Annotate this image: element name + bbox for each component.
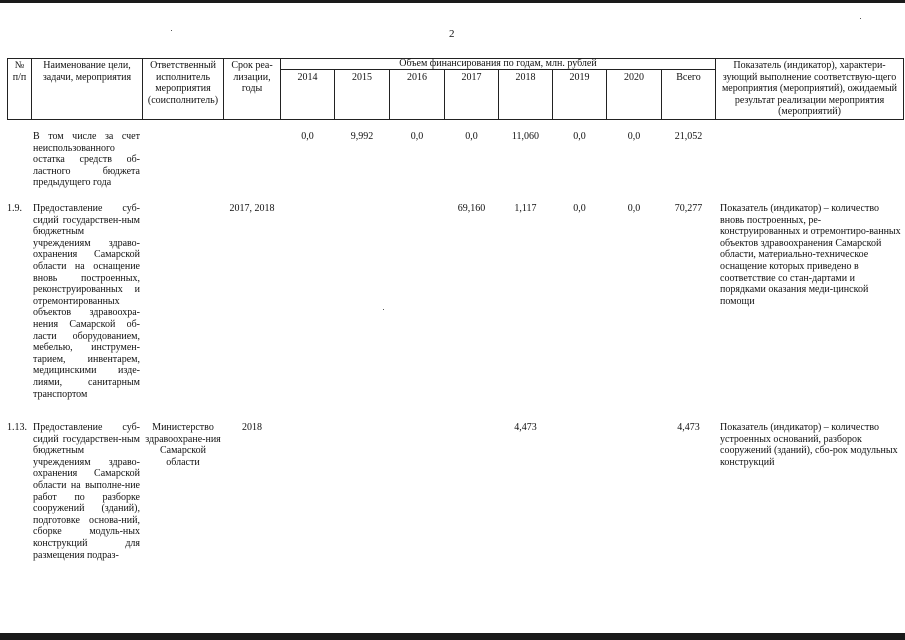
row-value: 9,992 — [350, 131, 374, 142]
header-year: 2017 — [461, 72, 482, 83]
col-border — [31, 58, 32, 120]
row-name: В том числе за счет неиспользованного остатка средств об-ластного бюджета предыдущего года — [33, 131, 140, 189]
row-value: 0,0 — [465, 131, 478, 142]
header-year: 2016 — [407, 72, 427, 83]
header-term: Срок реа-лизации, годы — [231, 60, 273, 95]
bottom-border — [0, 633, 905, 640]
header-name: Наименование цели, задачи, мероприятия — [42, 60, 132, 83]
row-value: 0,0 — [301, 131, 314, 142]
header-responsible: Ответственный исполнитель мероприятия (соисполнитель) — [147, 60, 219, 106]
row-value: 0,0 — [627, 203, 641, 214]
row-value: 0,0 — [627, 131, 641, 142]
row-term: 2017, 2018 — [229, 203, 275, 214]
row-value: 4,473 — [514, 422, 537, 433]
scan-speck — [171, 30, 172, 31]
row-total: 70,277 — [674, 203, 703, 214]
scan-speck — [860, 18, 861, 19]
page-number: 2 — [449, 28, 455, 40]
header-total: Всего — [676, 72, 701, 83]
header-year: 2019 — [569, 72, 590, 83]
row-indicator: Показатель (индикатор) – количество устроенных оснований, разборок сооружений (зданий), сбо-рок модульных конструкций — [720, 422, 898, 468]
row-name: Предоставление суб-сидий государствен-ным бюджетным учреждениям здраво-охранения Самарской области на выполне-ние работ по разборке сооружений (зданий), подготовке основа-ний, сборке модуль-ных конструкций для размещения подраз- — [33, 422, 140, 561]
row-name: Предоставление суб-сидий государствен-ным бюджетным учреждениям здраво-охранения Самарской области на оснащение вновь построенных, реконструированных и отремонтированных объектов здравоохра-нения Самарской об-ласти оборудованием, мебелью, инструмен-тарием, инвентарем, медицинскими изде-лиями, санитарным транспортом — [33, 203, 140, 400]
row-responsible: Министерство здравоохране-ния Самарской области — [145, 422, 221, 468]
header-funding: Объем финансирования по годам, млн. рублей — [399, 58, 597, 69]
col-border — [223, 58, 224, 120]
row-value: 69,160 — [457, 203, 486, 214]
row-number: 1.13. — [7, 422, 27, 433]
top-border — [0, 0, 905, 3]
scan-speck — [383, 309, 384, 310]
row-number: 1.9. — [7, 203, 22, 214]
header-year: 2015 — [352, 72, 372, 83]
row-term: 2018 — [242, 422, 262, 433]
row-value: 11,060 — [511, 131, 540, 142]
col-border — [903, 58, 904, 120]
header-number: № п/п — [12, 60, 27, 83]
row-total: 21,052 — [674, 131, 703, 142]
header-indicator: Показатель (индикатор), характери-зующий выполнение соответствую-щего мероприятия (мероприятий), ожидаемый результат реализации мероприятия (мероприятий) — [721, 60, 898, 118]
row-value: 0,0 — [410, 131, 424, 142]
row-value: 1,117 — [514, 203, 537, 214]
row-total: 4,473 — [677, 422, 700, 433]
header-year: 2018 — [515, 72, 536, 83]
row-value: 0,0 — [573, 203, 586, 214]
header-year: 2020 — [624, 72, 644, 83]
header-year: 2014 — [297, 72, 318, 83]
row-value: 0,0 — [573, 131, 586, 142]
col-border — [715, 58, 716, 120]
row-indicator: Показатель (индикатор) – количество вновь построенных, ре-конструированных и отремонтиро-ванных объектов здравоохранения Самарской области, материально-техническое оснащение которых приведено в соответствие со стан-дартами и порядками оказания меди-цинской помощи — [720, 203, 901, 307]
